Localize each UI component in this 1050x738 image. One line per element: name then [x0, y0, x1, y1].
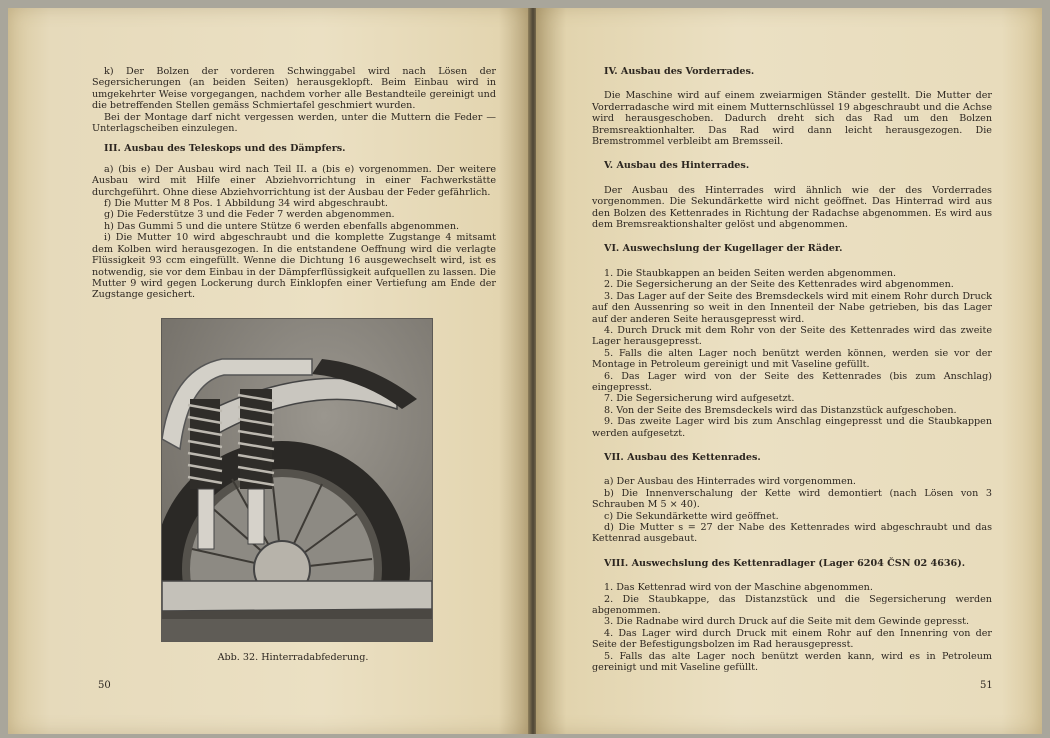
list-item: f) Die Mutter M 8 Pos. 1 Abbildung 34 wird abgeschraubt. — [104, 198, 388, 210]
list-item: 2. Die Staubkappe, das Distanzstück und die Segersicherung werden abgenommen. — [592, 593, 992, 617]
section-heading: VII. Ausbau des Kettenrades. — [604, 451, 761, 463]
list-item: 3. Die Radnabe wird durch Druck auf die Seite mit dem Gewinde gepresst. — [604, 616, 970, 628]
list-item: 5. Falls die alten Lager noch benützt werden können, werden sie vor der Montage in Petroleum gereinigt und mit Vaseline gefüllt. — [592, 347, 992, 371]
section-heading: VIII. Auswechslung des Kettenradlager (Lager 6204 ČSN 02 4636). — [604, 557, 966, 569]
list-item: 3. Das Lager auf der Seite des Bremsdeckels wird mit einem Rohr durch Druck auf den Aussenring so weit in den Innenteil der Nabe getrieben, bis das Lager auf der anderen Seite herausgepresst wird. — [592, 290, 992, 325]
paragraph: Der Ausbau des Hinterrades wird ähnlich wie der des Vorderrades vorgenommen. Die Sekundärkette wird nicht geöffnet. Das Hinterrad wird aus den Bolzen des Kettenrades in Richtung der Radachse abgenommen. Es wird aus dem Bremsreaktionshalter gelöst und abgenommen. — [592, 184, 992, 231]
section-heading: V. Ausbau des Hinterrades. — [604, 160, 750, 172]
left-page — [8, 8, 530, 734]
paragraph: k) Der Bolzen der vorderen Schwinggabel wird nach Lösen der Segersicherungen (an beiden Seiten) herausgeklopft. Beim Einbau wird in umgekehrter Weise vorgegangen, nachdem vorher alle Bestandteile gereinigt und die betreffenden Stellen gemäss Schmiertafel geschmiert wurden. — [92, 66, 496, 112]
list-item: i) Die Mutter 10 wird abgeschraubt und die komplette Zugstange 4 mitsamt dem Kolben wird herausgezogen. In die entstandene Oeffnung wird die verlagte Flüssigkeit 93 ccm eingefüllt. Wenne die Dichtung 16 ausgewechselt wird, ist es notwendig, sie vor dem Einbau in der Dämpferflüssigkeit aufquellen zu lassen. Die Mutter 9 wird gegen Lockerung durch Einklopfen einer Vertiefung am Ende der Zugstange gesichert. — [92, 232, 496, 301]
list-item: 2. Die Segersicherung an der Seite des Kettenrades wird abgenommen. — [604, 279, 954, 291]
list-item: 7. Die Segersicherung wird aufgesetzt. — [604, 393, 795, 405]
section-heading: VI. Auswechslung der Kugellager der Räder. — [604, 243, 843, 255]
list-item: a) Der Ausbau des Hinterrades wird vorgenommen. — [604, 476, 856, 488]
list-item: 4. Das Lager wird durch Druck mit einem Rohr auf den Innenring von der Seite der Befestigungsbolzen im Rad herausgepresst. — [592, 627, 992, 651]
left-text-block — [92, 66, 496, 301]
section-heading: III. Ausbau des Teleskops und des Dämpfers. — [104, 143, 346, 155]
rear-suspension-photo — [161, 318, 433, 642]
list-item: c) Die Sekundärkette wird geöffnet. — [604, 510, 779, 522]
paragraph: Die Maschine wird auf einem zweiarmigen Ständer gestellt. Die Mutter der Vorderradasche wird mit einem Mutternschlüssel 19 abgeschraubt und die Achse wird herausgeschoben. Dadurch dreht sich das Rad um den Bolzen Bremsreaktionhalter. Das Rad wird dann leicht herausgezogen. Die Bremstrommel verbleibt am Bremsseil. — [592, 90, 992, 148]
list-item: b) Die Innenverschalung der Kette wird demontiert (nach Lösen von 3 Schrauben M 5 × 40). — [592, 487, 992, 511]
page-number: 51 — [980, 680, 993, 691]
book-spread — [4, 8, 1046, 734]
list-item: 9. Das zweite Lager wird bis zum Anschlag eingepresst und die Staubkappen werden aufgesetzt. — [592, 416, 992, 439]
list-item: d) Die Mutter s = 27 der Nabe des Kettenrades wird abgeschraubt und das Kettenrad ausgebaut. — [592, 522, 992, 545]
list-item: 1. Das Kettenrad wird von der Maschine abgenommen. — [604, 582, 873, 594]
list-item: a) (bis e) Der Ausbau wird nach Teil II. a (bis e) vorgenommen. Der weitere Ausbau wird mit Hilfe einer Abziehvorrichtung in einer Fachwerkstätte durchgeführt. Ohne diese Abziehvorrichtung ist der Ausbau der Feder gefährlich. — [92, 163, 496, 198]
list-item: g) Die Federstütze 3 und die Feder 7 werden abgenommen. — [104, 209, 395, 221]
paragraph: Bei der Montage darf nicht vergessen werden, unter die Muttern die Feder — Unterlagscheiben einzulegen. — [92, 111, 496, 135]
list-item: h) Das Gummi 5 und die untere Stütze 6 werden ebenfalls abgenommen. — [104, 220, 460, 232]
figure-caption: Abb. 32. Hinterradabfederung. — [217, 652, 369, 663]
section-heading: IV. Ausbau des Vorderrades. — [604, 66, 755, 77]
list-item: 1. Die Staubkappen an beiden Seiten werden abgenommen. — [604, 267, 897, 279]
list-item: 5. Falls das alte Lager noch benützt werden kann, wird es in Petroleum gereinigt und mit Vaseline gefüllt. — [592, 650, 992, 674]
right-page — [536, 8, 1042, 734]
right-text-block — [592, 66, 992, 673]
list-item: 4. Durch Druck mit dem Rohr von der Seite des Kettenrades wird das zweite Lager herausgepresst. — [592, 324, 992, 348]
list-item: 6. Das Lager wird von der Seite des Kettenrades (bis zum Anschlag) eingepresst. — [592, 370, 992, 393]
page-number: 50 — [98, 680, 111, 691]
list-item: 8. Von der Seite des Bremsdeckels wird das Distanzstück aufgeschoben. — [604, 404, 957, 416]
